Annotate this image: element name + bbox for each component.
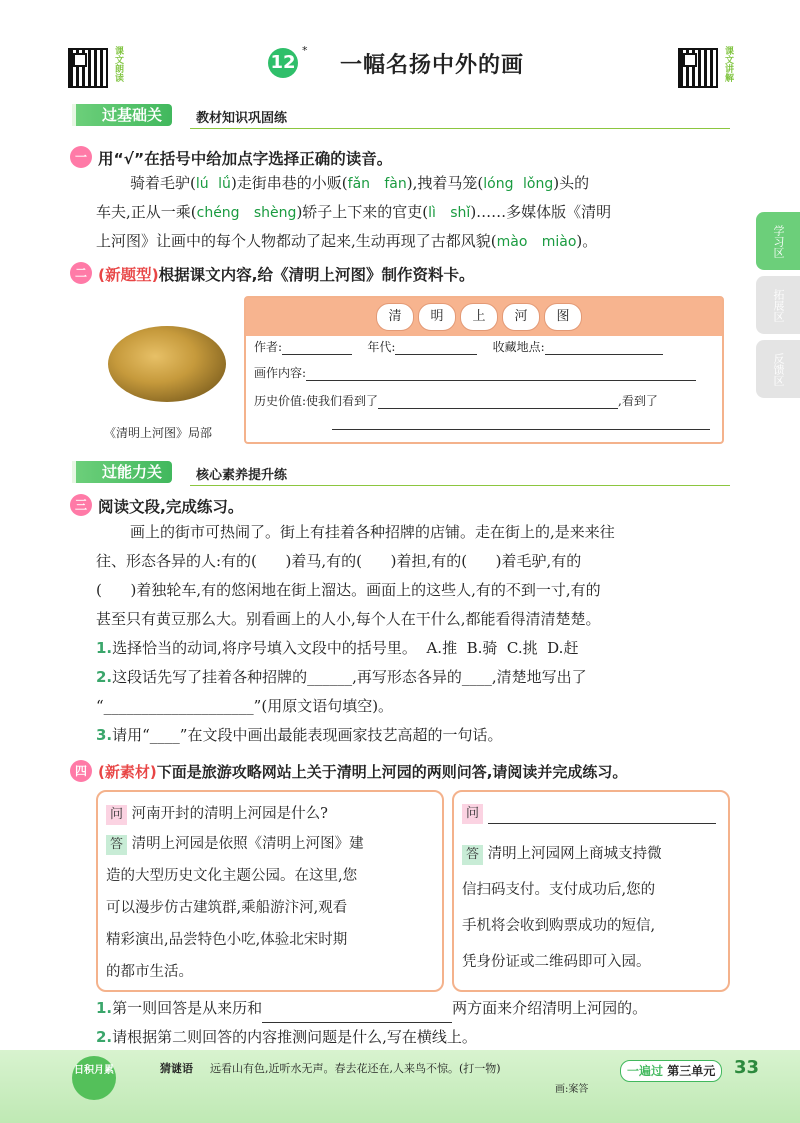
qa-answer-line: 清明上河园网上商城支持微 (487, 846, 662, 862)
section-banner-ability: 过能力关 (76, 461, 172, 483)
section-rule (190, 485, 730, 486)
section-subtitle-ability: 核心素养提升练 (196, 468, 288, 483)
value-label: 历史价值:使我们看到了 (254, 394, 379, 408)
question-tag: (新素材) (98, 763, 157, 781)
passage-line-2: 往、形态各异的人:有的( )着马,有的( )着担,有的( )着毛驴,有的 (96, 552, 582, 570)
riddle-answer: 画:案答 (555, 1084, 589, 1095)
qa-answer-line: 凭身份证或二维码即可入园。 (462, 954, 651, 970)
card-title-char: 河 (502, 303, 540, 331)
value-blank-1[interactable] (378, 408, 618, 409)
q1-text: )……多媒体版《清明 (470, 203, 612, 221)
qa-card-left (96, 790, 444, 992)
qa-answer-line: 手机将会收到购票成功的短信, (462, 918, 656, 934)
qa-left-question (106, 802, 328, 825)
value-end: ,看到了 (618, 394, 658, 408)
question-prompt-3: 阅读文段,完成练习。 (98, 498, 244, 516)
section-rule (190, 128, 730, 129)
pinyin-option[interactable]: lǒng (523, 176, 554, 192)
qa-card-right (452, 790, 730, 992)
question-tag: 问 (462, 804, 483, 824)
pinyin-option[interactable]: lóng (483, 176, 514, 192)
lesson-number: 12 (268, 48, 298, 78)
q1-text: 上河图》让画中的每个人物都动了起来,生动再现了古都风貌( (96, 232, 497, 250)
q1-text: 骑着毛驴( (130, 174, 196, 192)
answer-tag: 答 (106, 835, 127, 855)
card-title-char: 明 (418, 303, 456, 331)
riddle-text: 远看山有色,近听水无声。春去花还在,人来鸟不惊。(打一物) (210, 1062, 501, 1075)
page-number: 33 (734, 1057, 760, 1078)
q1-text: 车夫,正从一乘( (96, 203, 197, 221)
pinyin-option[interactable]: shèng (253, 205, 297, 221)
era-label: 年代: (367, 340, 396, 354)
daily-badge: 日积月累 (72, 1056, 116, 1100)
item-options: A.推 B.骑 C.挑 D.赶 (426, 639, 579, 657)
pinyin-option[interactable]: fàn (384, 176, 407, 192)
question-prompt-1: 用“√”在括号中给加点字选择正确的读音。 (98, 150, 393, 168)
unit-name: 第三单元 (667, 1064, 716, 1078)
pinyin-option[interactable]: lì (428, 205, 436, 221)
question-blank[interactable] (488, 803, 716, 824)
side-tab-extend[interactable]: 拓展区 (756, 276, 800, 334)
q1-line-2 (96, 198, 611, 228)
card-title-char: 上 (460, 303, 498, 331)
answer-blank[interactable] (262, 1000, 452, 1023)
author-blank[interactable] (282, 354, 352, 355)
pinyin-option[interactable]: miào (541, 234, 577, 250)
pinyin-option[interactable]: chéng (196, 205, 240, 221)
question-number-2: 二 (70, 262, 92, 284)
q1-text: )头的 (553, 174, 590, 192)
qr-code-lecture[interactable] (678, 48, 718, 88)
qr-code-reading[interactable] (68, 48, 108, 88)
passage-line-3: ( )着独轮车,有的悠闲地在街上溜达。画面上的这些人,有的不到一寸,有的 (96, 581, 601, 599)
item-text: 第一则回答是从来历和 (112, 999, 263, 1017)
item-number: 1. (96, 639, 113, 657)
info-card (244, 296, 724, 444)
qr-label-reading: 课文朗读 (113, 46, 123, 82)
q1-text: )。 (576, 232, 598, 250)
question-prompt-4 (98, 761, 627, 782)
item-text: 两方面来介绍清明上河园的。 (452, 999, 648, 1017)
unit-label (620, 1060, 722, 1082)
question-number-1: 一 (70, 146, 92, 168)
qa-answer-line: 清明上河园是依照《清明上河图》建 (131, 836, 364, 852)
card-row-1 (254, 338, 663, 355)
side-tab-feedback[interactable]: 反馈区 (756, 340, 800, 398)
card-row-3 (254, 392, 658, 409)
section-banner-basic: 过基础关 (76, 104, 172, 126)
section-subtitle-basic: 教材知识巩固练 (196, 111, 288, 126)
item-number: 3. (96, 726, 113, 744)
q1-line-3 (96, 227, 597, 257)
qa-answer-line: 造的大型历史文化主题公园。在这里,您 (106, 868, 358, 884)
card-title-char: 清 (376, 303, 414, 331)
riddle-label: 猜谜语 (160, 1062, 193, 1075)
pinyin-option[interactable]: lú (195, 176, 209, 192)
era-blank[interactable] (395, 354, 477, 355)
question-tag: (新题型) (98, 266, 159, 284)
card-row-4 (332, 416, 710, 430)
item-text: 请根据第二则回答的内容推测问题是什么,写在横线上。 (112, 1028, 477, 1046)
qa-answer-line: 精彩演出,品尝特色小吃,体验北宋时期 (106, 932, 348, 948)
question-prompt-text: 下面是旅游攻略网站上关于清明上河园的两则问答,请阅读并完成练习。 (156, 763, 628, 781)
content-label: 画作内容: (254, 366, 307, 380)
qr-label-lecture: 课文讲解 (723, 46, 733, 82)
lesson-star: * (302, 44, 308, 57)
q1-text: ),拽着马笼( (406, 174, 484, 192)
answer-tag: 答 (462, 845, 483, 865)
qa-answer-line: 可以漫步仿古建筑群,乘船游汴河,观看 (106, 900, 348, 916)
content-blank[interactable] (306, 380, 696, 381)
pinyin-option[interactable]: fǎn (347, 176, 371, 192)
qa-right-question (462, 802, 716, 824)
q1-line-1 (130, 169, 589, 199)
question-tag: 问 (106, 805, 127, 825)
q3-item-1 (96, 634, 578, 663)
item-text: 请用“____”在文段中画出最能表现画家技艺高超的一句话。 (112, 726, 503, 744)
pinyin-option[interactable]: lǘ (218, 176, 231, 192)
question-number-3: 三 (70, 494, 92, 516)
place-blank[interactable] (545, 354, 663, 355)
item-text: 选择恰当的动词,将序号填入文段中的括号里。 (112, 639, 417, 657)
q4-item-2 (96, 1023, 477, 1052)
painting-caption: 《清明上河图》局部 (104, 426, 213, 440)
unit-prefix: 一遍过 (627, 1064, 664, 1078)
q1-text: )轿子上下来的官吏( (296, 203, 429, 221)
q1-text: )走街串巷的小贩( (230, 174, 348, 192)
page-title: 一幅名扬中外的画 (340, 53, 525, 78)
question-number-4: 四 (70, 760, 92, 782)
value-blank-2[interactable] (332, 429, 710, 430)
q3-item-3 (96, 721, 502, 750)
author-label: 作者: (254, 340, 283, 354)
question-prompt-text: 根据课文内容,给《清明上河图》制作资料卡。 (158, 266, 475, 284)
item-number: 2. (96, 1028, 113, 1046)
question-prompt-2 (98, 263, 475, 285)
q3-item-2-cont: “____________________”(用原文语句填空)。 (96, 697, 394, 715)
qa-left-answer (106, 828, 364, 988)
passage-line-1: 画上的街市可热闹了。街上有挂着各种招牌的店铺。走在街上的,是来来往 (130, 523, 615, 541)
q4-item-1 (96, 994, 647, 1023)
pinyin-option[interactable]: mào (496, 234, 528, 250)
place-label: 收藏地点: (492, 340, 545, 354)
passage-line-4: 甚至只有黄豆那么大。别看画上的人小,每个人在干什么,都能看得清清楚楚。 (96, 610, 601, 628)
qa-question-text: 河南开封的清明上河园是什么? (131, 806, 328, 822)
item-number: 1. (96, 999, 113, 1017)
q3-item-2 (96, 663, 587, 692)
qa-right-answer (462, 836, 662, 980)
pinyin-option[interactable]: shǐ (450, 205, 471, 221)
info-card-header (246, 298, 722, 336)
item-text: 这段话先写了挂着各种招牌的______,再写形态各异的____,清楚地写出了 (112, 668, 587, 686)
card-row-2 (254, 364, 696, 381)
qa-answer-line: 的都市生活。 (106, 964, 193, 980)
qa-answer-line: 信扫码支付。支付成功后,您的 (462, 882, 656, 898)
item-number: 2. (96, 668, 113, 686)
side-tab-study[interactable]: 学习区 (756, 212, 800, 270)
card-title-char: 图 (544, 303, 582, 331)
painting-image (108, 326, 226, 402)
